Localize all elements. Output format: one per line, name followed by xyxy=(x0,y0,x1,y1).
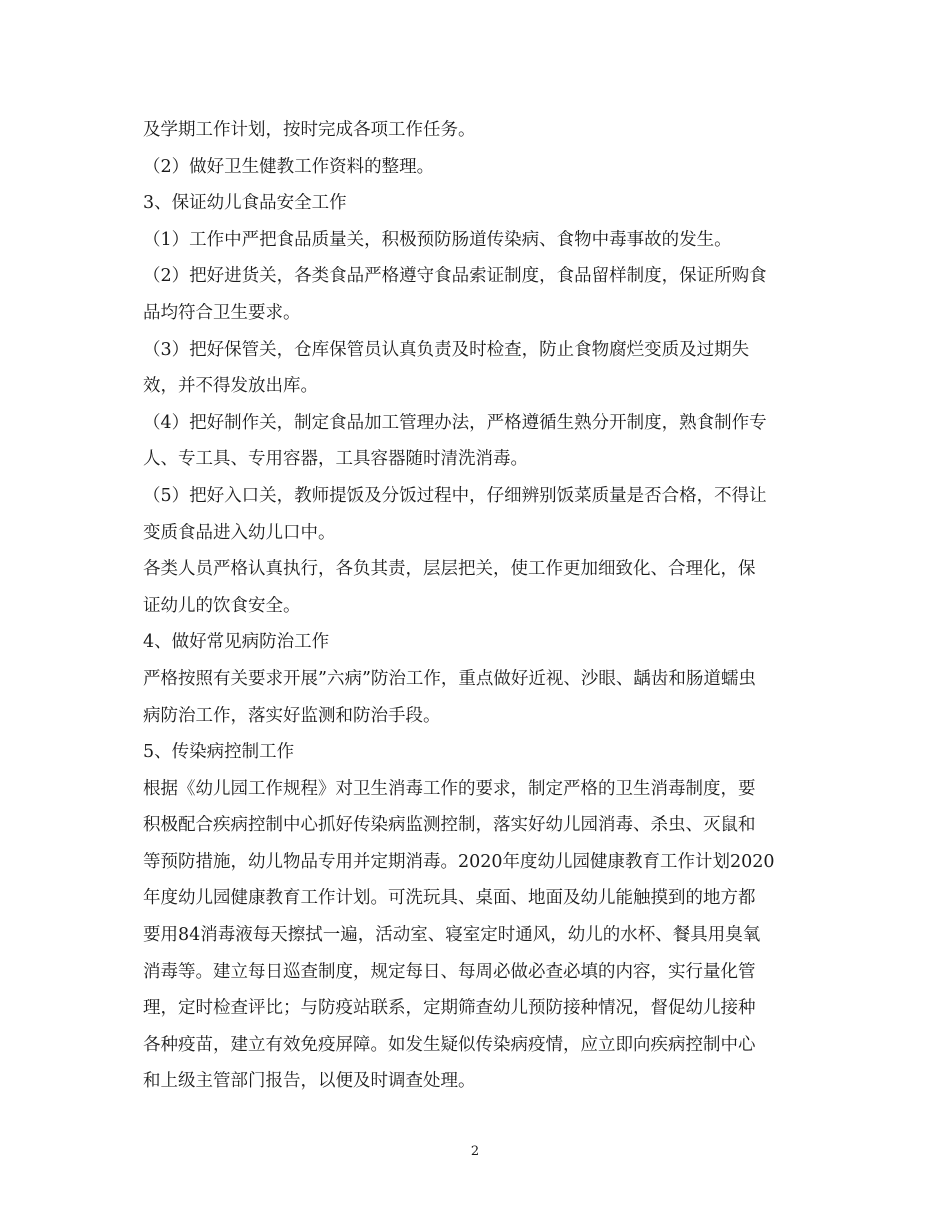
text-line: 和上级主管部门报告，以便及时调查处理。 xyxy=(143,1071,476,1092)
text-line: 变质食品进入幼儿口中。 xyxy=(143,522,336,543)
text-line: 年度幼儿园健康教育工作计划。可洗玩具、桌面、地面及幼儿能触摸到的地方都 xyxy=(143,888,756,909)
text-line: 要用84消毒液每天擦拭一遍，活动室、寝室定时通风，幼儿的水杯、餐具用臭氧 xyxy=(143,925,761,946)
text-line: 等预防措施，幼儿物品专用并定期消毒。2020年度幼儿园健康教育工作计划2020 xyxy=(143,851,775,872)
section-heading: 5、传染病控制工作 xyxy=(143,742,295,763)
section-heading: 3、保证幼儿食品安全工作 xyxy=(143,193,347,214)
page-number: 2 xyxy=(470,1144,480,1159)
text-line: 品均符合卫生要求。 xyxy=(143,302,301,323)
text-line: 各种疫苗，建立有效免疫屏障。如发生疑似传染病疫情，应立即向疾病控制中心 xyxy=(143,1034,756,1055)
text-line: 消毒等。建立每日巡查制度，规定每日、每周必做必查必填的内容，实行量化管 xyxy=(143,961,756,982)
text-line: 根据《幼儿园工作规程》对卫生消毒工作的要求，制定严格的卫生消毒制度，要 xyxy=(143,778,756,799)
section-heading: 4、做好常见病防治工作 xyxy=(143,632,330,653)
text-line: 严格按照有关要求开展”六病”防治工作，重点做好近视、沙眼、龋齿和肠道蠕虫 xyxy=(143,668,756,689)
text-line: 病防治工作，落实好监测和防治手段。 xyxy=(143,705,441,726)
text-line: （4）把好制作关，制定食品加工管理办法，严格遵循生熟分开制度，熟食制作专 xyxy=(143,412,767,433)
text-line: 人、专工具、专用容器，工具容器随时清洗消毒。 xyxy=(143,449,528,470)
body-text xyxy=(143,112,811,1100)
text-line: 积极配合疾病控制中心抓好传染病监测控制，落实好幼儿园消毒、杀虫、灭鼠和 xyxy=(143,815,756,836)
text-line: 效，并不得发放出库。 xyxy=(143,376,318,397)
text-line: （3）把好保管关，仓库保管员认真负责及时检查，防止食物腐烂变质及过期失 xyxy=(143,339,750,360)
text-line: 各类人员严格认真执行，各负其责，层层把关，使工作更加细致化、合理化，保 xyxy=(143,559,756,580)
text-line: （2）做好卫生健教工作资料的整理。 xyxy=(143,156,435,177)
text-line: （5）把好入口关，教师提饭及分饭过程中，仔细辨别饭菜质量是否合格，不得让 xyxy=(143,485,767,506)
text-line: （2）把好进货关，各类食品严格遵守食品索证制度，食品留样制度，保证所购食 xyxy=(143,266,767,287)
text-line: 理，定时检查评比；与防疫站联系，定期筛查幼儿预防接种情况，督促幼儿接种 xyxy=(143,998,756,1019)
text-line: 证幼儿的饮食安全。 xyxy=(143,595,301,616)
text-line: 及学期工作计划，按时完成各项工作任务。 xyxy=(143,120,476,140)
text-line: （1）工作中严把食品质量关，积极预防肠道传染病、食物中毒事故的发生。 xyxy=(143,229,732,250)
